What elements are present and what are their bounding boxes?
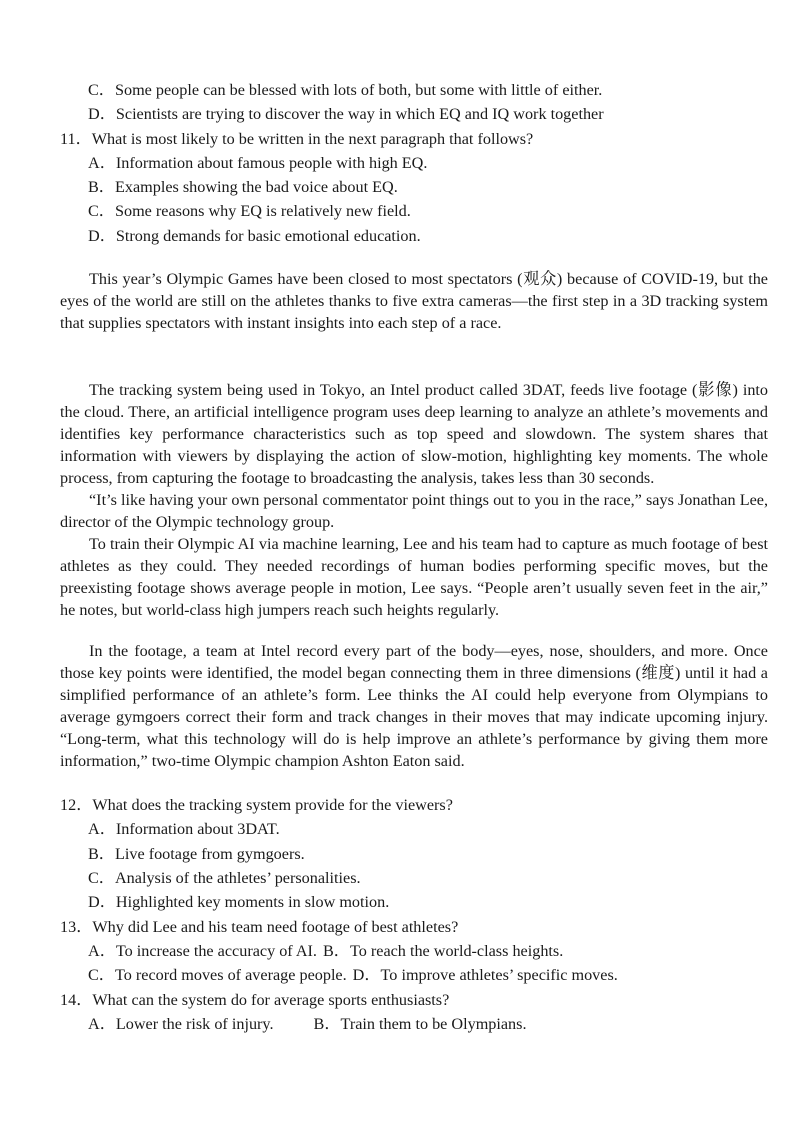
q12-question: 12．What does the tracking system provide for the viewers? <box>60 796 453 814</box>
q13-options-row-1 <box>88 940 563 962</box>
q11-option-a: A．Information about famous people with high EQ. <box>88 154 428 172</box>
q10-option-c: C．Some people can be blessed with lots of both, but some with little of either. <box>88 81 603 99</box>
q14-option-a: A．Lower the risk of injury. <box>88 1015 274 1033</box>
passage-paragraph-1: This year’s Olympic Games have been closed to most spectators (观众) because of COVID-19, but the eyes of the world are still on the athletes thanks to five extra cameras—the first step in a 3D tracking system that supplies spectators with instant insights into each step of a race. <box>60 270 768 333</box>
passage-paragraph-3: “It’s like having your own personal commentator point things out to you in the race,” says Jonathan Lee, director of the Olympic technology group. <box>60 491 768 532</box>
q11-option-c: C．Some reasons why EQ is relatively new field. <box>88 202 411 220</box>
q13-option-a: A．To increase the accuracy of AI. <box>88 942 317 960</box>
q14-options-row-1 <box>88 1013 527 1035</box>
q11-option-d: D．Strong demands for basic emotional education. <box>88 227 421 245</box>
q14-question: 14．What can the system do for average sports enthusiasts? <box>60 991 450 1009</box>
q13-option-d: D．To improve athletes’ specific moves. <box>352 966 618 984</box>
q14-option-b: B．Train them to be Olympians. <box>313 1015 527 1033</box>
q12-option-a: A．Information about 3DAT. <box>88 820 280 838</box>
q13-question: 13．Why did Lee and his team need footage of best athletes? <box>60 918 459 936</box>
q12-option-b: B．Live footage from gymgoers. <box>88 845 305 863</box>
q13-options-row-2 <box>88 964 618 986</box>
passage-paragraph-4: To train their Olympic AI via machine learning, Lee and his team had to capture as much footage of best athletes as they could. They needed recordings of human bodies performing specific moves, but the preexisting footage shows average people in motion, Lee says. “People aren’t usually seven feet in the air,” he notes, but world-class high jumpers reach such heights regularly. <box>60 535 768 620</box>
passage-paragraph-5: In the footage, a team at Intel record every part of the body—eyes, nose, shoulders, and more. Once those key points were identified, the model began connecting them in three dimensions (维度) until it had a simplified performance of an athlete’s form. Lee thinks the AI could help everyone from Olympians to average gymgoers correct their form and track changes in their moves that may indicate upcoming injury. “Long-term, what this technology will do is help improve an athlete’s performance by giving them more information,” two-time Olympic champion Ashton Eaton said. <box>60 642 768 771</box>
passage-paragraph-2: The tracking system being used in Tokyo, an Intel product called 3DAT, feeds live footage (影像) into the cloud. There, an artificial intelligence program uses deep learning to analyze an athlete’s movements and identifies key performance characteristics such as top speed and slowdown. The system shares that information with viewers by displaying the action of slow-motion, highlighting key moments. The whole process, from capturing the footage to broadcasting the analysis, takes less than 30 seconds. <box>60 381 768 488</box>
q10-option-d: D．Scientists are trying to discover the way in which EQ and IQ work together <box>88 105 604 123</box>
q13-option-c: C．To record moves of average people. <box>88 966 347 984</box>
q13-option-b: B．To reach the world-class heights. <box>322 942 564 960</box>
q11-option-b: B．Examples showing the bad voice about EQ. <box>88 178 398 196</box>
q11-question: 11．What is most likely to be written in the next paragraph that follows? <box>60 130 534 148</box>
q12-option-d: D．Highlighted key moments in slow motion. <box>88 893 390 911</box>
q12-option-c: C．Analysis of the athletes’ personalities. <box>88 869 361 887</box>
